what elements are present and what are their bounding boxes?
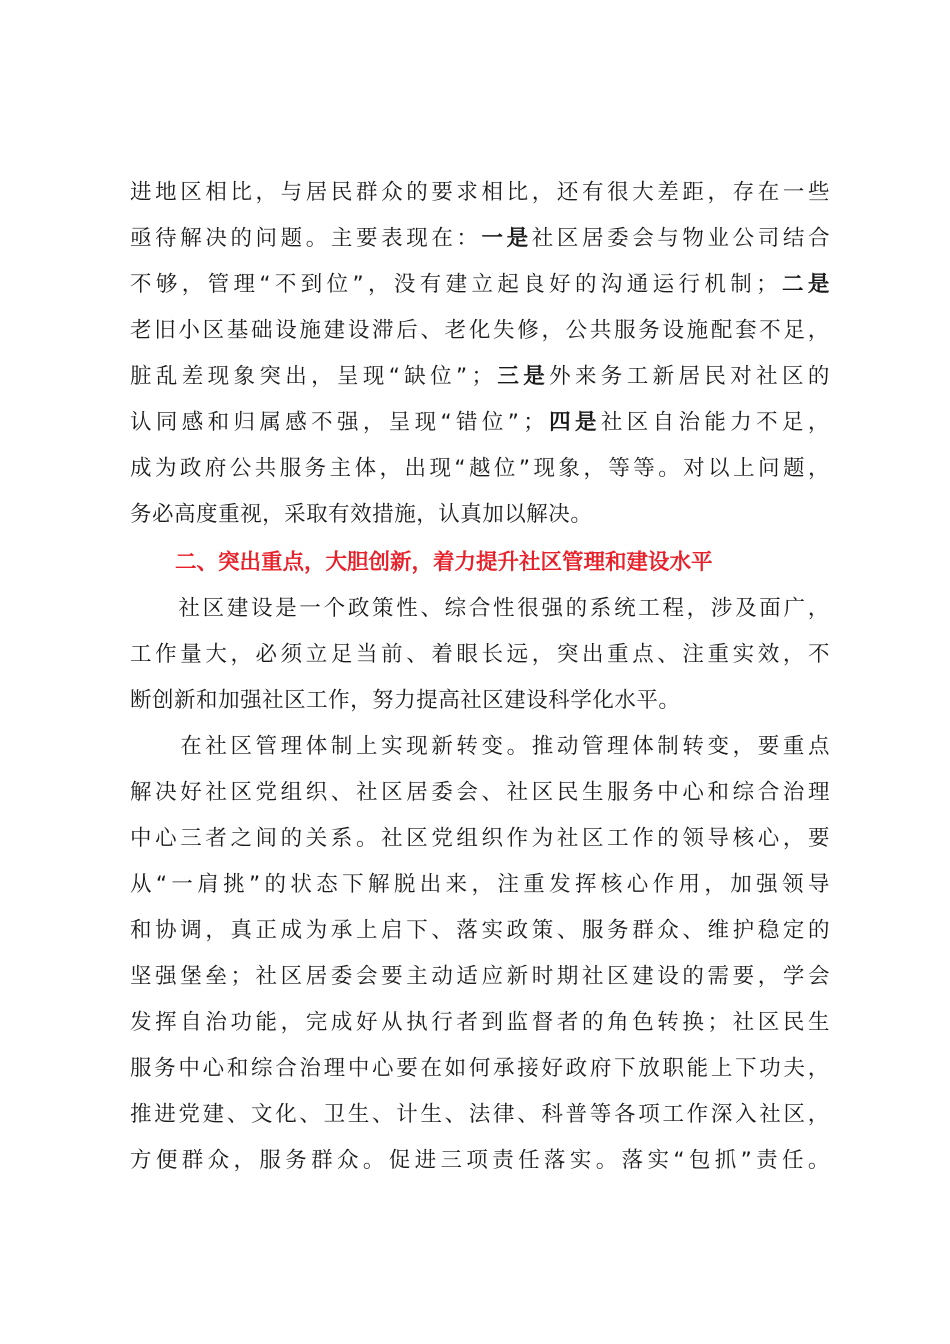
paragraph-1-line: 成 为 政 府 公 共 服 务 主 体 ， 出 现 “ 越 位 ” 现 象 ， 等 等 。 对 以 上 问 题 ， bbox=[130, 456, 830, 481]
paragraph-3-line: 解 决 好 社 区 党 组 织 、 社 区 居 委 会 、 社 区 民 生 服 务 中 心 和 综 合 治 理 bbox=[130, 780, 830, 805]
paragraph-2-line: 社 区 建 设 是 一 个 政 策 性 、 综 合 性 很 强 的 系 统 工 程 ， 涉 及 面 广 ， bbox=[178, 596, 830, 621]
paragraph-1-line: 认 同 感 和 归 属 感 不 强 ， 呈 现 “ 错 位 ” ； 四 是 社 区 自 治 能 力 不 足 ， bbox=[130, 410, 830, 435]
paragraph-1-line: 不 够 ， 管 理 “ 不 到 位 ” ， 没 有 建 立 起 良 好 的 沟 通 运 行 机 制 ； 二 是 bbox=[130, 272, 830, 297]
paragraph-3-line: 服 务 中 心 和 综 合 治 理 中 心 要 在 如 何 承 接 好 政 府 下 放 职 能 上 下 功 夫 ， bbox=[130, 1056, 830, 1081]
paragraph-1-line: 进 地 区 相 比 ， 与 居 民 群 众 的 要 求 相 比 ， 还 有 很 大 差 距 ， 存 在 一 些 bbox=[130, 180, 830, 205]
paragraph-1-line: 老 旧 小 区 基 础 设 施 建 设 滞 后 、 老 化 失 修 ， 公 共 服 务 设 施 配 套 不 足 ， bbox=[130, 318, 830, 343]
section-heading: 二、突出重点，大胆创新，着力提升社区管理和建设水平 bbox=[175, 550, 713, 575]
paragraph-3-line: 在 社 区 管 理 体 制 上 实 现 新 转 变 。 推 动 管 理 体 制 转 变 ， 要 重 点 bbox=[180, 734, 830, 759]
paragraph-3-line: 中 心 三 者 之 间 的 关 系 。 社 区 党 组 织 作 为 社 区 工 作 的 领 导 核 心 ， 要 bbox=[130, 826, 830, 851]
paragraph-1-line: 脏 乱 差 现 象 突 出 ， 呈 现 “ 缺 位 ” ； 三 是 外 来 务 工 新 居 民 对 社 区 的 bbox=[130, 364, 830, 389]
paragraph-3-line: 推 进 党 建 、 文 化 、 卫 生 、 计 生 、 法 律 、 科 普 等 各 项 工 作 深 入 社 区 ， bbox=[130, 1102, 830, 1127]
body-text bbox=[130, 0, 830, 1344]
paragraph-3-line: 和 协 调 ， 真 正 成 为 承 上 启 下 、 落 实 政 策 、 服 务 群 众 、 维 护 稳 定 的 bbox=[130, 918, 830, 943]
paragraph-3-line: 从 “ 一 肩 挑 ” 的 状 态 下 解 脱 出 来 ， 注 重 发 挥 核 心 作 用 ， 加 强 领 导 bbox=[130, 872, 830, 897]
paragraph-3-line: 方 便 群 众 ， 服 务 群 众 。 促 进 三 项 责 任 落 实 。 落 实 “ 包 抓 ” 责 任 。 bbox=[130, 1148, 830, 1173]
paragraph-2-line: 工 作 量 大 ， 必 须 立 足 当 前 、 着 眼 长 远 ， 突 出 重 点 、 注 重 实 效 ， 不 bbox=[130, 642, 830, 667]
paragraph-3-line: 发 挥 自 治 功 能 ， 完 成 好 从 执 行 者 到 监 督 者 的 角 色 转 换 ； 社 区 民 生 bbox=[130, 1010, 830, 1035]
paragraph-2-line: 断 创 新 和 加 强 社 区 工 作 ， 努 力 提 高 社 区 建 设 科 学 化 水 平 。 bbox=[130, 688, 681, 713]
paragraph-3-line: 坚 强 堡 垒 ； 社 区 居 委 会 要 主 动 适 应 新 时 期 社 区 建 设 的 需 要 ， 学 会 bbox=[130, 964, 830, 989]
paragraph-1-line: 亟 待 解 决 的 问 题 。 主 要 表 现 在 ： 一 是 社 区 居 委 会 与 物 业 公 司 结 合 bbox=[130, 226, 830, 251]
paragraph-1-line: 务 必 高 度 重 视 ， 采 取 有 效 措 施 ， 认 真 加 以 解 决 。 bbox=[130, 502, 593, 527]
